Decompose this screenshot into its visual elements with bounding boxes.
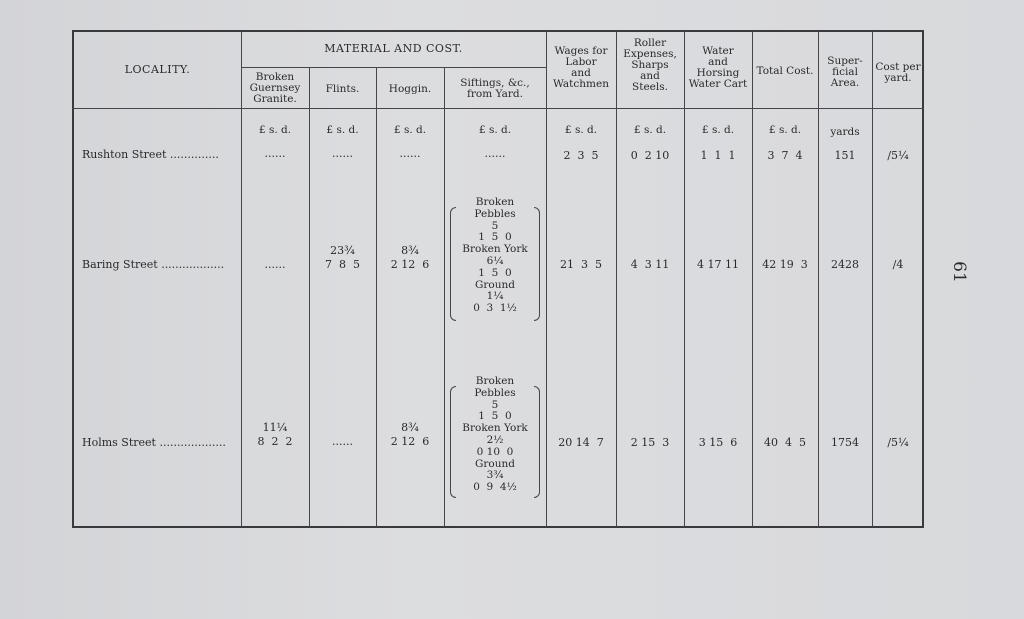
holms-cost-per-yard: /5¼ xyxy=(887,436,909,449)
holms-broken-qty: 11¼ xyxy=(262,421,288,434)
holms-hoggin: 2 12 6 xyxy=(390,435,430,448)
holms-hoggin-qty: 8¾ xyxy=(401,421,419,434)
page-number: 61 xyxy=(948,261,969,283)
units-wages: £ s. d. xyxy=(564,124,598,136)
row-label-holms: Holms Street ................... xyxy=(82,436,226,449)
units-broken: £ s. d. xyxy=(258,124,292,136)
holms-total: 40 4 5 xyxy=(764,436,806,449)
units-siftings: £ s. d. xyxy=(478,124,512,136)
header-flints: Flints. xyxy=(325,83,360,95)
header-roller: Roller Expenses, Sharps and Steels. xyxy=(623,37,677,93)
baring-flints: 7 8 5 xyxy=(325,258,360,271)
rushton-roller: 0 2 10 xyxy=(630,149,670,162)
col-divider xyxy=(616,31,617,527)
units-total: £ s. d. xyxy=(768,124,802,136)
rushton-broken: ...... xyxy=(264,147,286,160)
header-cost-per-yard: Cost per yard. xyxy=(875,61,921,84)
col-divider xyxy=(872,31,873,527)
rushton-total: 3 7 4 xyxy=(767,149,803,162)
header-material-cost: MATERIAL AND COST. xyxy=(324,42,463,55)
baring-water: 4 17 11 xyxy=(697,258,739,271)
header-wages: Wages for Labor and Watchmen xyxy=(553,45,609,90)
rushton-cost-per-yard: /5¼ xyxy=(887,149,909,162)
rushton-wages: 2 3 5 xyxy=(563,149,599,162)
baring-broken: ...... xyxy=(264,258,286,271)
holms-wages: 20 14 7 xyxy=(558,436,604,449)
header-hoggin: Hoggin. xyxy=(388,83,432,95)
col-divider xyxy=(309,68,310,527)
header-superficial-area: Super- ficial Area. xyxy=(827,55,863,89)
header-total-cost: Total Cost. xyxy=(756,65,814,77)
baring-roller: 4 3 11 xyxy=(630,258,670,271)
units-hoggin: £ s. d. xyxy=(393,124,427,136)
holms-water: 3 15 6 xyxy=(698,436,738,449)
header-water: Water and Horsing Water Cart xyxy=(688,45,748,90)
rushton-flints: ...... xyxy=(332,147,353,160)
header-bottom-rule xyxy=(72,108,924,109)
baring-hoggin: 2 12 6 xyxy=(390,258,430,271)
holms-broken: 8 2 2 xyxy=(257,435,293,448)
header-locality: LOCALITY. xyxy=(124,63,191,76)
col-divider xyxy=(546,31,547,527)
row-label-baring: Baring Street .................. xyxy=(82,258,225,271)
row-label-rushton: Rushton Street .............. xyxy=(82,148,219,161)
baring-total: 42 19 3 xyxy=(762,258,808,271)
units-roller: £ s. d. xyxy=(633,124,667,136)
baring-hoggin-qty: 8¾ xyxy=(401,244,419,257)
holms-area: 1754 xyxy=(831,436,859,449)
header-subdivider xyxy=(241,67,546,68)
baring-flints-qty: 23¾ xyxy=(330,244,355,257)
rushton-area: 151 xyxy=(834,149,856,162)
rushton-siftings: ...... xyxy=(484,147,506,160)
baring-wages: 21 3 5 xyxy=(560,258,602,271)
rushton-hoggin: ...... xyxy=(399,147,421,160)
units-area: yards xyxy=(830,126,860,138)
col-divider xyxy=(376,68,377,527)
holms-roller: 2 15 3 xyxy=(630,436,670,449)
baring-siftings: Broken Pebbles 5 1 5 0 Broken York 6¼ 1 5 0 Ground 1¼ 0 3 1½ xyxy=(462,196,528,315)
holms-flints: ...... xyxy=(332,435,353,448)
header-siftings: Siftings, &c., from Yard. xyxy=(460,77,530,100)
units-flints: £ s. d. xyxy=(326,124,359,136)
col-divider xyxy=(241,31,242,527)
col-divider xyxy=(752,31,753,527)
col-divider xyxy=(818,31,819,527)
col-divider xyxy=(444,68,445,527)
baring-area: 2428 xyxy=(831,258,859,271)
units-water: £ s. d. xyxy=(701,124,735,136)
header-broken-guernsey: Broken Guernsey Granite. xyxy=(249,71,301,105)
holms-siftings: Broken Pebbles 5 1 5 0 Broken York 2½ 0 10 0 Ground 3¾ 0 9 4½ xyxy=(462,375,528,494)
rushton-water: 1 1 1 xyxy=(700,149,736,162)
col-divider xyxy=(684,31,685,527)
baring-cost-per-yard: /4 xyxy=(892,258,904,271)
